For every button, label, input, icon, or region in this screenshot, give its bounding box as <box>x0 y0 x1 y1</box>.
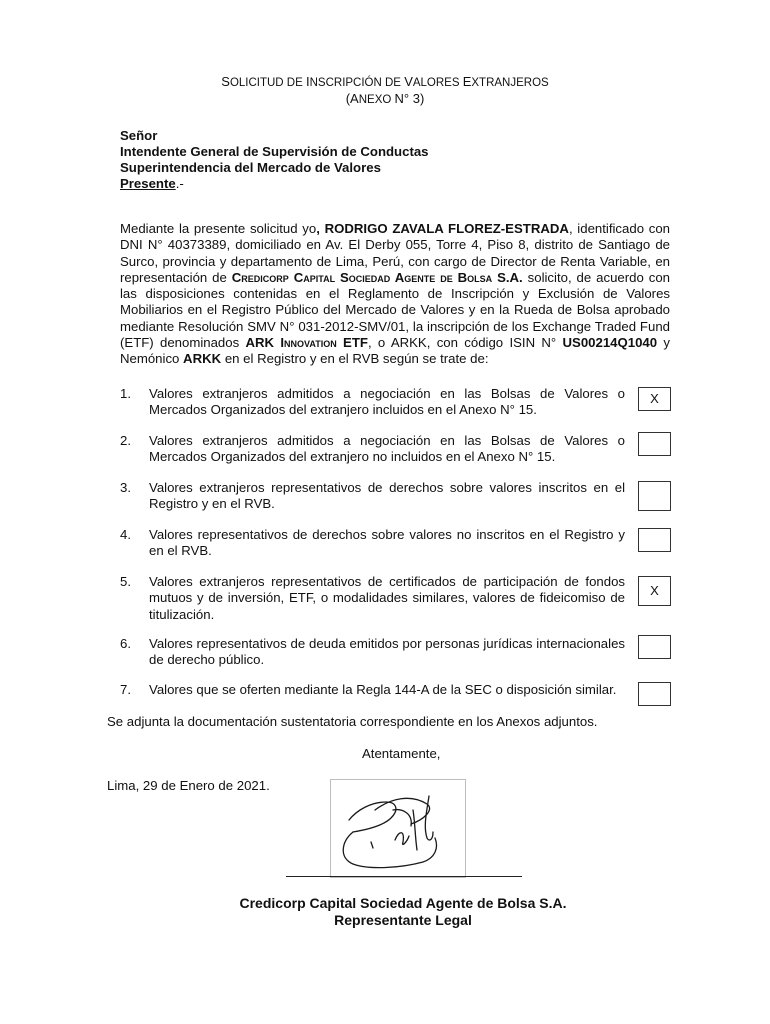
signature-line <box>286 876 522 877</box>
checkbox-item-3[interactable] <box>638 481 671 511</box>
signature-scribble <box>331 780 465 877</box>
checkbox-item-6[interactable] <box>638 635 671 659</box>
closing-text: Atentamente, <box>362 746 441 761</box>
signature-image <box>330 779 466 878</box>
addressee-presente: Presente.- <box>120 176 184 191</box>
list-item: 1. Valores extranjeros admitidos a negociación en las Bolsas de Valores o Mercados Organizados del extranjero incluidos en el Anexo N° 15. <box>120 386 625 418</box>
list-item: 7. Valores que se oferten mediante la Regla 144-A de la SEC o disposición similar. <box>120 682 617 697</box>
attachment-note: Se adjunta la documentación sustentatoria correspondiente en los Anexos adjuntos. <box>107 714 598 729</box>
list-item: 3. Valores extranjeros representativos de derechos sobre valores inscritos en el Registro y en el RVB. <box>120 480 625 512</box>
list-item: 2. Valores extranjeros admitidos a negociación en las Bolsas de Valores o Mercados Organizados del extranjero no incluidos en el Anexo N° 15. <box>120 433 625 465</box>
checkbox-item-4[interactable] <box>638 528 671 552</box>
list-item: 5. Valores extranjeros representativos de certificados de participación de fondos mutuos y de inversión, ETF, o modalidades similares, valores de fideicomiso de titulización. <box>120 574 625 622</box>
checkbox-item-7[interactable] <box>638 682 671 706</box>
place-date: Lima, 29 de Enero de 2021. <box>107 778 270 793</box>
list-item: 6. Valores representativos de deuda emitidos por personas jurídicas internacionales de derecho público. <box>120 636 625 668</box>
addressee-block <box>120 128 429 192</box>
checkbox-item-1[interactable]: X <box>638 387 671 411</box>
checkbox-item-5[interactable]: X <box>638 576 671 606</box>
list-item: 4. Valores representativos de derechos sobre valores no inscritos en el Registro y en el RVB. <box>120 527 625 559</box>
addressee-salutation: Señor <box>120 128 158 143</box>
request-paragraph: Mediante la presente solicitud yo, RODRIGO ZAVALA FLOREZ-ESTRADA, identificado con DNI N° 40373389, domiciliado en Av. El Derby 055, Torre 4, Piso 8, distrito de Santiago de Surco, provincia y departamento de Lima, Perú, con cargo de Director de Renta Variable, en representación de Credicorp Capital Sociedad Agente de Bolsa S.A. solicito, de acuerdo con las disposiciones contenidas en el Reglamento de Inscripción y Exclusión de Valores Mobiliarios en el Registro Público del Mercado de Valores y en la Rueda de Bolsa aprobado mediante Resolución SMV N° 031-2012-SMV/01, la inscripción de los Exchange Traded Fund (ETF) denominados ARK Innovation ETF, o ARKK, con código ISIN N° US00214Q1040 y Nemónico ARKK en el Registro y en el RVB según se trate de: <box>120 221 671 367</box>
checkbox-item-2[interactable] <box>638 432 671 456</box>
company-name: Credicorp Capital Sociedad Agente de Bolsa S.A. <box>239 895 567 911</box>
document-title: SOLICITUD DE INSCRIPCIÓN DE VALORES EXTRANJEROS <box>221 74 549 89</box>
document-subtitle: (ANEXO N° 3) <box>345 91 425 106</box>
addressee-institution: Superintendencia del Mercado de Valores <box>120 160 381 175</box>
signer-role: Representante Legal <box>334 912 472 928</box>
addressee-title: Intendente General de Supervisión de Conductas <box>120 144 429 159</box>
